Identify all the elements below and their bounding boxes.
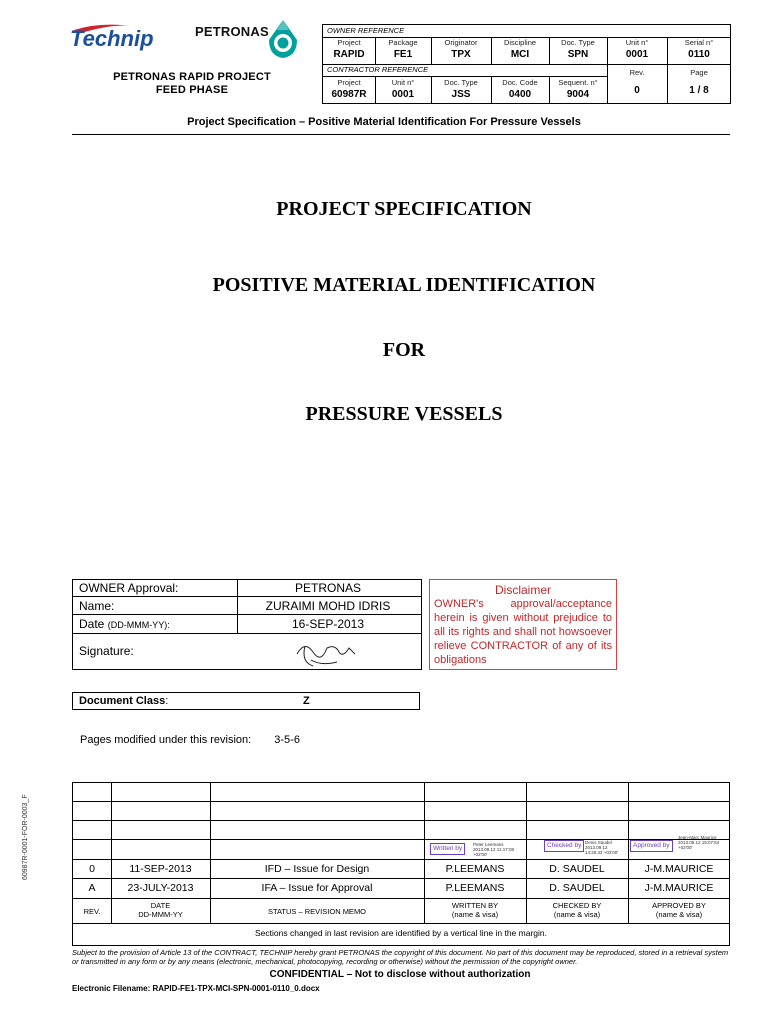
pages-modified — [80, 734, 300, 746]
disclaimer-text: OWNER's approval/acceptance herein is given without prejudice to all its rights and shall not howsoever relieve CONTRACTOR of any of its obligations — [434, 598, 612, 666]
title-line-3: FOR — [382, 339, 426, 361]
contractor-reference-label: CONTRACTOR REFERENCE — [327, 65, 429, 74]
owner-approval-label: OWNER Approval: — [79, 581, 179, 595]
contractor-ref-values: 60987R 0001 JSS 0400 9004 0 1 / 8 — [323, 89, 730, 103]
owner-reference-label: OWNER REFERENCE — [327, 26, 405, 35]
name-label: Name: — [79, 599, 115, 613]
project-phase: FEED PHASE — [155, 84, 229, 96]
revision-table: Written by Peter Leemans 2013.09.12 11:17:08 +02'00' Checked by Denis Saudel 2013.09.12 14:25:42 +02'00' Approved by Jean-Marc Maurice 2013.09.12 15:07:54 +02'00' 0 11-SEP-2013 IFD – Issue for Design P.LEEMANS D. SAUDEL J-M.MAURICE A 23-JULY-2013 IFA – Issue for Approval P.LEEMANS D. SAUDEL J-M.MAURICE REV. DATE DD-MMM-YY STATUS – REVISION MEMO WRITTEN BY (name & visa) CHECKED BY (name & visa) APPROVED BY (name & visa) Sections changed in last revision are identified by a vertical line in the margin. — [72, 782, 730, 946]
approved-by-signature-info: Jean-Marc Maurice 2013.09.12 15:07:54 +02'00' — [678, 835, 720, 850]
document-class-row: Document Class: Z — [72, 692, 420, 710]
project-name: PETRONAS RAPID PROJECT — [113, 71, 271, 83]
owner-ref-headers: Project Package Originator Discipline Doc. Type Unit n° Serial n° — [337, 38, 714, 47]
electronic-filename: Electronic Filename: RAPID-FE1-TPX-MCI-SPN-0001-0110_0.docx — [72, 984, 320, 993]
disclaimer-title: Disclaimer — [494, 583, 551, 597]
sections-note: Sections changed in last revision are identified by a vertical line in the margin. — [255, 928, 547, 938]
signature-image — [291, 636, 361, 668]
name-value: ZURAIMI MOHD IDRIS — [265, 599, 391, 613]
owner-ref-values: RAPID FE1 TPX MCI SPN 0001 0110 — [333, 49, 710, 60]
spec-subtitle: Project Specification – Positive Material Identification For Pressure Vessels — [187, 116, 581, 128]
page-value: 1 / 8 — [689, 85, 709, 96]
document-class-value: Z — [303, 695, 310, 707]
contractor-ref-headers: Project Unit n° Doc. Type Doc. Code Sequent. n° Rev. Page — [337, 68, 708, 87]
date-value: 16-SEP-2013 — [291, 617, 365, 631]
disclaimer-box — [429, 579, 617, 670]
approved-by-stamp: Approved by — [630, 840, 673, 852]
pages-modified-label: Pages modified under this revision: — [80, 734, 252, 746]
owner-approval-value: PETRONAS — [294, 581, 361, 595]
confidential-notice: CONFIDENTIAL – Not to disclose without authorization — [269, 969, 531, 980]
written-by-signature-info: Peter Leemans 2013.09.12 11:17:08 +02'00' — [473, 842, 514, 857]
title-line-4: PRESSURE VESSELS — [305, 403, 503, 425]
date-format: (DD-MMM-YY): — [107, 620, 170, 630]
side-code: 60987R-0001-FOR-0003_F — [22, 794, 29, 880]
checked-by-stamp: Checked by — [544, 840, 584, 852]
revision-value: 0 — [634, 85, 640, 96]
petronas-wordmark: PETRONAS — [195, 24, 269, 39]
written-by-stamp: Written by — [430, 843, 465, 855]
date-label: Date — [79, 617, 105, 631]
header-divider — [72, 134, 730, 135]
reference-table — [322, 24, 731, 104]
title-line-1: PROJECT SPECIFICATION — [276, 198, 532, 220]
title-line-2: POSITIVE MATERIAL IDENTIFICATION — [212, 274, 596, 296]
technip-wordmark: Technip — [70, 26, 154, 51]
checked-by-signature-info: Denis Saudel 2013.09.12 14:25:42 +02'00' — [585, 840, 619, 855]
pages-modified-value: 3-5-6 — [274, 734, 300, 746]
petronas-logo — [193, 22, 305, 62]
document-class-label: Document Class — [79, 695, 166, 707]
copyright-footnote: Subject to the provision of Article 13 of the CONTRACT, TECHNIP hereby grant PETRONAS the copyright of this document. No part of this document may be reproduced, stored in a retrieval system or transmitted in any form or by any means (electronic, mechanical, photocopying, recording or otherwise) without the permission of the copyright owner. — [72, 948, 729, 966]
owner-approval-box — [72, 579, 422, 670]
signature-label: Signature: — [79, 644, 134, 658]
technip-logo — [70, 20, 170, 56]
